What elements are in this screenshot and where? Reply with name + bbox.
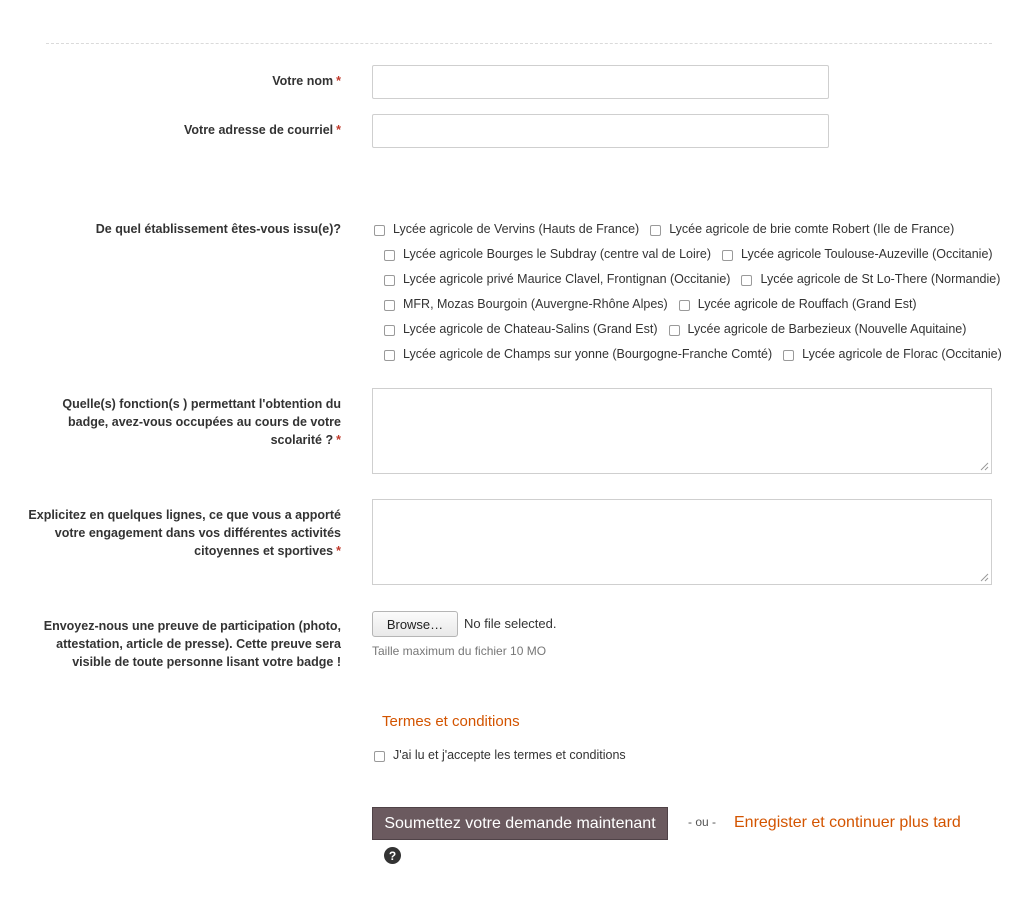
- engagement-label: Explicitez en quelques lignes, ce que vous a apporté votre engagement dans vos différentes activités citoyennes et sportives *: [28, 508, 341, 558]
- checkbox-vervins[interactable]: [374, 225, 385, 236]
- option-label: Lycée agricole de Florac (Occitanie): [802, 347, 1002, 361]
- establishment-row-5: [384, 320, 966, 338]
- email-label: Votre adresse de courriel *: [183, 123, 341, 137]
- checkbox-florac[interactable]: [783, 350, 794, 361]
- question-circle-icon[interactable]: ?: [384, 847, 401, 864]
- option-label: Lycée agricole Bourges le Subdray (centre val de Loire): [403, 247, 712, 261]
- checkbox-toulouse[interactable]: [722, 250, 733, 261]
- checkbox-rouffach[interactable]: [679, 300, 690, 311]
- terms-link[interactable]: Termes et conditions: [382, 713, 520, 730]
- establishment-row-3: [384, 270, 1000, 288]
- establishment-row-2: [384, 245, 993, 263]
- required-marker: *: [336, 123, 341, 137]
- file-size-hint: Taille maximum du fichier 10 MO: [372, 644, 547, 658]
- functions-label: Quelle(s) fonction(s ) permettant l'obtention du badge, avez-vous occupées au cours de votre scolarité ? *: [62, 397, 341, 447]
- browse-button[interactable]: Browse…: [372, 611, 458, 637]
- option-label: Lycée agricole de Chateau-Salins (Grand Est): [403, 322, 658, 336]
- required-marker: *: [336, 74, 341, 88]
- proof-label: Envoyez-nous une preuve de participation (photo, attestation, article de presse). Cette preuve sera visible de toute personne lisant votre badge !: [43, 619, 341, 669]
- name-label: Votre nom *: [272, 74, 341, 88]
- file-status: No file selected.: [464, 616, 557, 631]
- submit-button[interactable]: Soumettez votre demande maintenant: [372, 807, 668, 840]
- required-marker: *: [336, 544, 341, 558]
- option-label: Lycée agricole de brie comte Robert (Ile de France): [669, 222, 955, 236]
- option-label: Lycée agricole privé Maurice Clavel, Frontignan (Occitanie): [403, 272, 731, 286]
- checkbox-mozas-bourgoin[interactable]: [384, 300, 395, 311]
- checkbox-brie-comte-robert[interactable]: [650, 225, 661, 236]
- terms-checkbox[interactable]: [374, 751, 385, 762]
- checkbox-chateau-salins[interactable]: [384, 325, 395, 336]
- or-separator: - ou -: [688, 815, 717, 829]
- engagement-textarea[interactable]: [372, 499, 992, 585]
- establishment-row-6: [384, 345, 1002, 363]
- establishment-row-4: [384, 295, 917, 313]
- option-label: Lycée agricole de St Lo-There (Normandie): [760, 272, 1001, 286]
- option-label: Lycée agricole de Vervins (Hauts de France): [393, 222, 640, 236]
- option-label: Lycée agricole de Barbezieux (Nouvelle Aquitaine): [687, 322, 967, 336]
- name-input[interactable]: [372, 65, 829, 99]
- resize-grip-icon[interactable]: [980, 573, 989, 582]
- option-label: Lycée agricole Toulouse-Auzeville (Occitanie): [741, 247, 993, 261]
- email-input[interactable]: [372, 114, 829, 148]
- checkbox-st-lo-there[interactable]: [741, 275, 752, 286]
- checkbox-barbezieux[interactable]: [669, 325, 680, 336]
- functions-textarea[interactable]: [372, 388, 992, 474]
- checkbox-frontignan[interactable]: [384, 275, 395, 286]
- checkbox-bourges[interactable]: [384, 250, 395, 261]
- checkbox-champs-sur-yonne[interactable]: [384, 350, 395, 361]
- terms-row: [374, 746, 626, 764]
- option-label: Lycée agricole de Rouffach (Grand Est): [697, 297, 917, 311]
- option-label: Lycée agricole de Champs sur yonne (Bourgogne-Franche Comté): [403, 347, 773, 361]
- save-later-link[interactable]: Enregister et continuer plus tard: [734, 814, 961, 831]
- terms-checkbox-label: J'ai lu et j'accepte les termes et conditions: [393, 748, 626, 762]
- option-label: MFR, Mozas Bourgoin (Auvergne-Rhône Alpes): [403, 297, 668, 311]
- establishment-label: De quel établissement êtes-vous issu(e)?: [95, 222, 341, 236]
- required-marker: *: [336, 433, 341, 447]
- top-divider: [46, 43, 992, 44]
- resize-grip-icon[interactable]: [980, 462, 989, 471]
- establishment-row-1: [374, 220, 954, 238]
